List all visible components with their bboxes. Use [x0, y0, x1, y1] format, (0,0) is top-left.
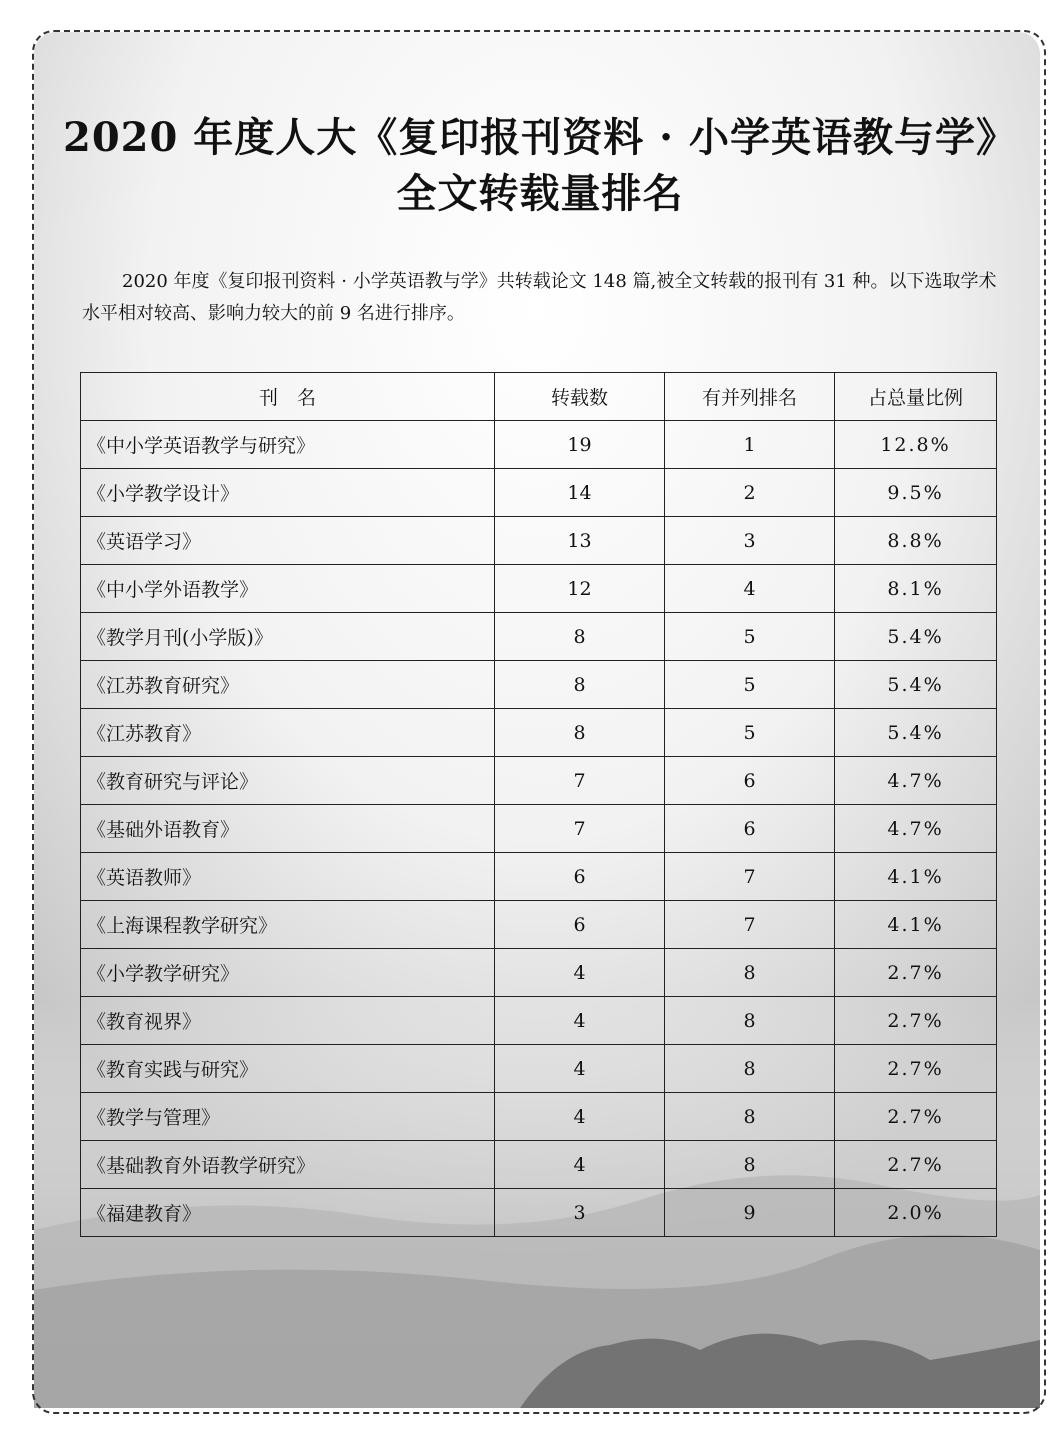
cell-ratio: 4.1%: [835, 853, 997, 901]
cell-ratio: 8.1%: [835, 565, 997, 613]
table-row: [81, 1093, 997, 1141]
table-row: [81, 565, 997, 613]
cell-journal-name: 《江苏教育研究》: [81, 661, 495, 709]
cell-rank: 3: [665, 517, 835, 565]
cell-journal-name: 《教育实践与研究》: [81, 1045, 495, 1093]
table-row: [81, 949, 997, 997]
table-row: [81, 661, 997, 709]
cell-reprint-count: 7: [495, 805, 665, 853]
table-row: [81, 997, 997, 1045]
table-row: [81, 901, 997, 949]
cell-ratio: 5.4%: [835, 709, 997, 757]
cell-reprint-count: 6: [495, 853, 665, 901]
table-row: [81, 757, 997, 805]
cell-rank: 7: [665, 853, 835, 901]
table-row: [81, 1141, 997, 1189]
header-ratio: 占总量比例: [835, 373, 997, 421]
header-rank: 有并列排名: [665, 373, 835, 421]
cell-ratio: 2.7%: [835, 1093, 997, 1141]
header-journal-name: 刊 名: [81, 373, 495, 421]
cell-rank: 8: [665, 997, 835, 1045]
cell-reprint-count: 4: [495, 1093, 665, 1141]
cell-rank: 6: [665, 757, 835, 805]
cell-ratio: 2.7%: [835, 997, 997, 1045]
cell-journal-name: 《上海课程教学研究》: [81, 901, 495, 949]
cell-reprint-count: 7: [495, 757, 665, 805]
cell-rank: 8: [665, 1141, 835, 1189]
cell-journal-name: 《教育研究与评论》: [81, 757, 495, 805]
cell-reprint-count: 19: [495, 421, 665, 469]
table-row: [81, 853, 997, 901]
cell-rank: 5: [665, 613, 835, 661]
page-subtitle: 全文转载量排名: [396, 170, 684, 217]
cell-reprint-count: 3: [495, 1189, 665, 1237]
cell-rank: 5: [665, 661, 835, 709]
cell-reprint-count: 4: [495, 949, 665, 997]
cell-ratio: 9.5%: [835, 469, 997, 517]
table-row: [81, 421, 997, 469]
cell-ratio: 8.8%: [835, 517, 997, 565]
cell-rank: 9: [665, 1189, 835, 1237]
table-header-row: [81, 373, 997, 421]
cell-rank: 2: [665, 469, 835, 517]
cell-journal-name: 《英语教师》: [81, 853, 495, 901]
cell-reprint-count: 4: [495, 1045, 665, 1093]
cell-ratio: 5.4%: [835, 661, 997, 709]
cell-journal-name: 《教学与管理》: [81, 1093, 495, 1141]
cell-reprint-count: 12: [495, 565, 665, 613]
cell-reprint-count: 6: [495, 901, 665, 949]
cell-journal-name: 《基础外语教育》: [81, 805, 495, 853]
table-row: [81, 1045, 997, 1093]
cell-ratio: 2.0%: [835, 1189, 997, 1237]
cell-ratio: 2.7%: [835, 1045, 997, 1093]
cell-journal-name: 《英语学习》: [81, 517, 495, 565]
cell-ratio: 12.8%: [835, 421, 997, 469]
intro-paragraph: 2020 年度《复印报刊资料 · 小学英语教与学》共转载论文 148 篇,被全文转载的报刊有 31 种。以下选取学术水平相对较高、影响力较大的前 9 名进行排序。: [82, 271, 997, 324]
cell-journal-name: 《教育视界》: [81, 997, 495, 1045]
cell-journal-name: 《福建教育》: [81, 1189, 495, 1237]
cell-ratio: 2.7%: [835, 1141, 997, 1189]
cell-reprint-count: 8: [495, 613, 665, 661]
cell-journal-name: 《江苏教育》: [81, 709, 495, 757]
cell-rank: 1: [665, 421, 835, 469]
cell-reprint-count: 14: [495, 469, 665, 517]
cell-rank: 8: [665, 949, 835, 997]
cell-ratio: 4.7%: [835, 757, 997, 805]
cell-ratio: 4.1%: [835, 901, 997, 949]
cell-rank: 5: [665, 709, 835, 757]
cell-journal-name: 《小学教学研究》: [81, 949, 495, 997]
cell-journal-name: 《教学月刊(小学版)》: [81, 613, 495, 661]
page-title: 2020 年度人大《复印报刊资料 · 小学英语教与学》: [62, 114, 1018, 161]
table-row: [81, 805, 997, 853]
cell-rank: 8: [665, 1093, 835, 1141]
cell-journal-name: 《中小学外语教学》: [81, 565, 495, 613]
cell-rank: 4: [665, 565, 835, 613]
cell-reprint-count: 13: [495, 517, 665, 565]
header-reprint-count: 转载数: [495, 373, 665, 421]
table-row: [81, 709, 997, 757]
table-row: [81, 517, 997, 565]
cell-ratio: 5.4%: [835, 613, 997, 661]
table-row: [81, 469, 997, 517]
cell-reprint-count: 4: [495, 997, 665, 1045]
cell-rank: 6: [665, 805, 835, 853]
cell-reprint-count: 8: [495, 709, 665, 757]
cell-rank: 8: [665, 1045, 835, 1093]
table-row: [81, 1189, 997, 1237]
cell-rank: 7: [665, 901, 835, 949]
cell-ratio: 2.7%: [835, 949, 997, 997]
cell-journal-name: 《中小学英语教学与研究》: [81, 421, 495, 469]
table-row: [81, 613, 997, 661]
cell-ratio: 4.7%: [835, 805, 997, 853]
cell-reprint-count: 4: [495, 1141, 665, 1189]
cell-reprint-count: 8: [495, 661, 665, 709]
cell-journal-name: 《基础教育外语教学研究》: [81, 1141, 495, 1189]
ranking-table: [80, 372, 997, 1237]
cell-journal-name: 《小学教学设计》: [81, 469, 495, 517]
